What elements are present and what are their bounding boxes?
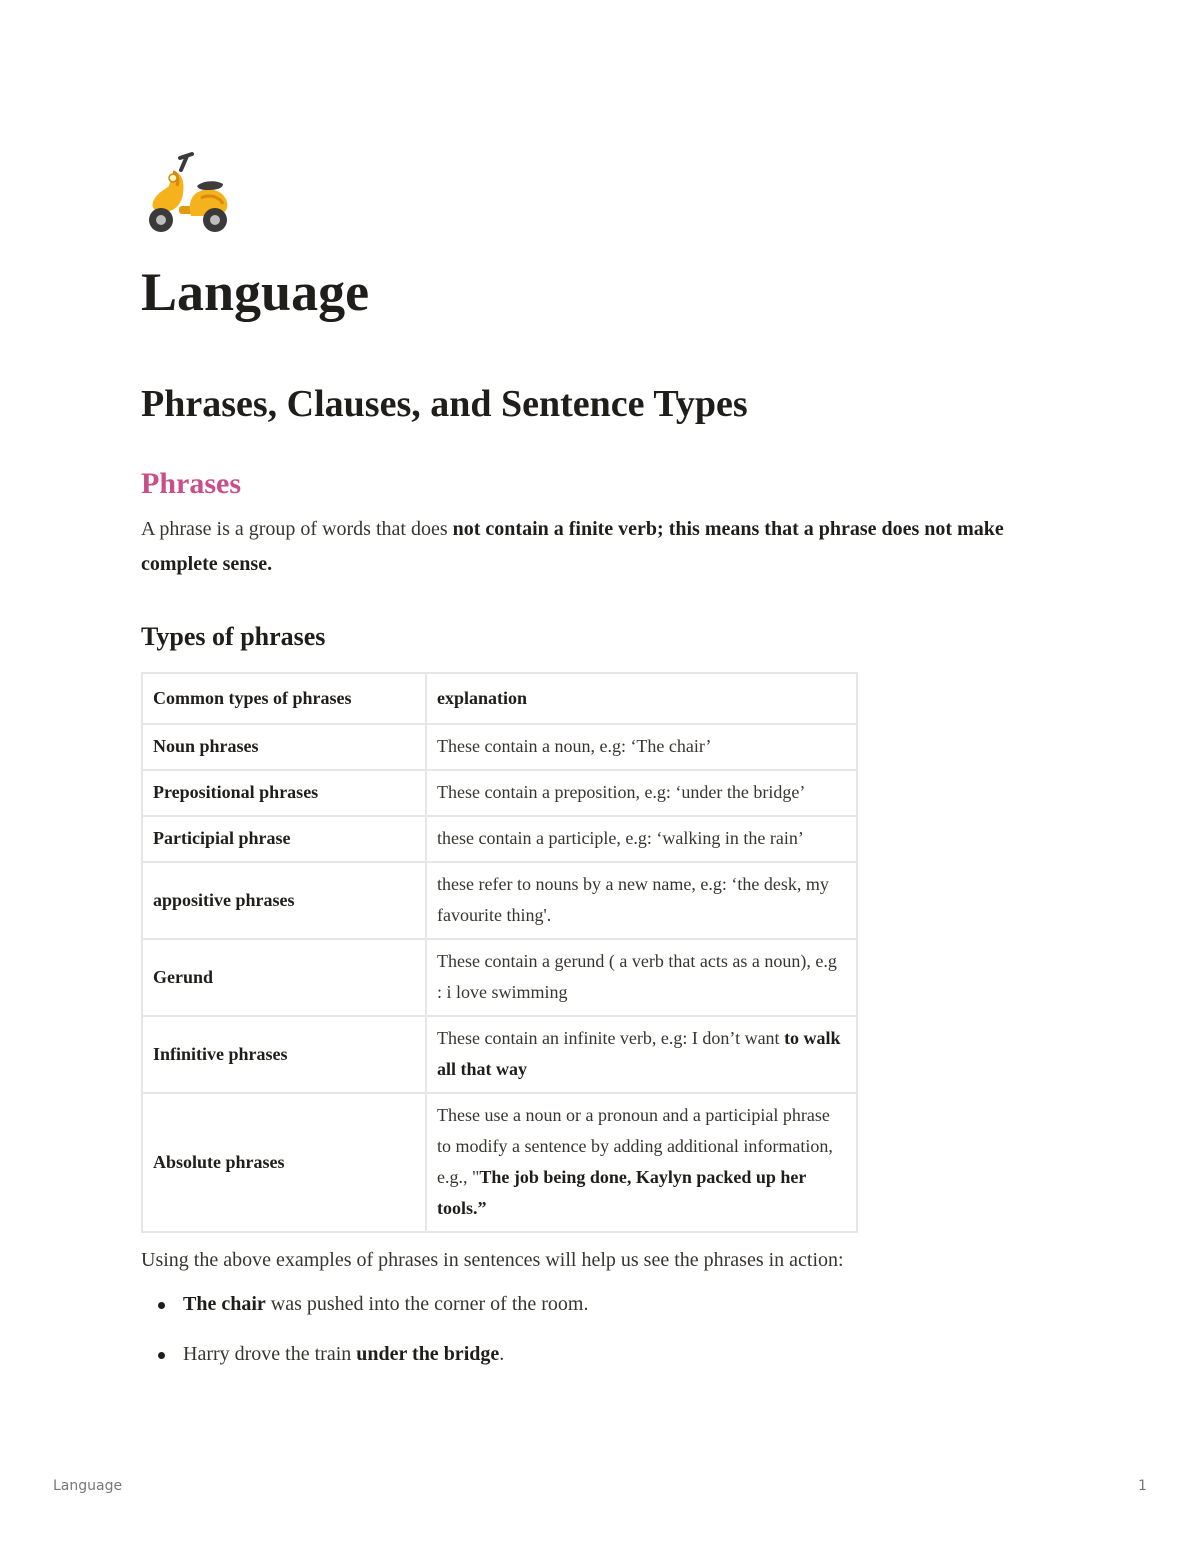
table-header-explanation: explanation xyxy=(426,673,857,724)
explanation-text: These contain a gerund ( a verb that acts as a noun), e.g : i love swimming xyxy=(437,951,837,1002)
phrase-type: appositive phrases xyxy=(142,862,426,939)
page-title: Language xyxy=(141,262,370,322)
phrase-type: Participial phrase xyxy=(142,816,426,862)
explanation-bold: to walk all that way xyxy=(437,1028,841,1079)
phrase-type: Absolute phrases xyxy=(142,1093,426,1232)
example-before: Harry drove the train xyxy=(183,1343,357,1365)
examples-list xyxy=(141,1289,1061,1369)
phrase-explanation xyxy=(426,816,857,862)
phrase-type: Prepositional phrases xyxy=(142,770,426,816)
list-item xyxy=(141,1289,1061,1319)
bullet-icon xyxy=(158,1352,165,1359)
list-item xyxy=(141,1339,1061,1369)
intro-paragraph xyxy=(141,512,1061,582)
table-row xyxy=(142,770,857,816)
example-after: . xyxy=(499,1343,505,1365)
explanation-text: these refer to nouns by a new name, e.g: ‘the desk, my favourite thing'. xyxy=(437,874,829,925)
phrase-explanation xyxy=(426,1016,857,1093)
explanation-text: These contain a noun, e.g: ‘The chair’ xyxy=(437,736,712,756)
explanation-text: These contain a preposition, e.g: ‘under the bridge’ xyxy=(437,782,806,802)
footer-page-number: 1 xyxy=(1138,1478,1147,1494)
bullet-icon xyxy=(158,1302,165,1309)
explanation-bold: The job being done, Kaylyn packed up her tools.” xyxy=(437,1167,807,1218)
explanation-text: These contain an infinite verb, e.g: I don’t want xyxy=(437,1028,785,1048)
table-header-type: Common types of phrases xyxy=(142,673,426,724)
example-bold: under the bridge xyxy=(356,1343,500,1365)
phrase-explanation xyxy=(426,1093,857,1232)
phrase-type: Noun phrases xyxy=(142,724,426,770)
table-row xyxy=(142,862,857,939)
table-row xyxy=(142,724,857,770)
motor-scooter-icon xyxy=(143,150,233,238)
phrase-explanation xyxy=(426,939,857,1016)
phrase-type: Gerund xyxy=(142,939,426,1016)
footer-doc-name: Language xyxy=(53,1478,123,1494)
table-row xyxy=(142,1093,857,1232)
phrase-type: Infinitive phrases xyxy=(142,1016,426,1093)
explanation-text: these contain a participle, e.g: ‘walking in the rain’ xyxy=(437,828,804,848)
example-after: was pushed into the corner of the room. xyxy=(265,1293,589,1315)
phrases-table xyxy=(141,672,858,1233)
explanation-text: These use a noun or a pronoun and a participial phrase to modify a sentence by adding additional information, e.g., " xyxy=(437,1105,833,1187)
phrase-explanation xyxy=(426,862,857,939)
section-heading: Phrases, Clauses, and Sentence Types xyxy=(141,383,748,425)
table-row xyxy=(142,1016,857,1093)
intro-bold: not contain a finite verb; this means that a phrase does not make complete sense. xyxy=(141,518,1004,575)
phrase-explanation xyxy=(426,770,857,816)
table-row xyxy=(142,939,857,1016)
table-row xyxy=(142,816,857,862)
table-header-row xyxy=(142,673,857,724)
subsection-heading: Phrases xyxy=(141,467,241,500)
phrase-explanation xyxy=(426,724,857,770)
after-table-paragraph: Using the above examples of phrases in sentences will help us see the phrases in action: xyxy=(141,1249,844,1271)
example-bold: The chair xyxy=(183,1293,266,1315)
intro-plain: A phrase is a group of words that does xyxy=(141,518,453,540)
page-content xyxy=(141,150,1061,1389)
types-heading: Types of phrases xyxy=(141,622,326,651)
